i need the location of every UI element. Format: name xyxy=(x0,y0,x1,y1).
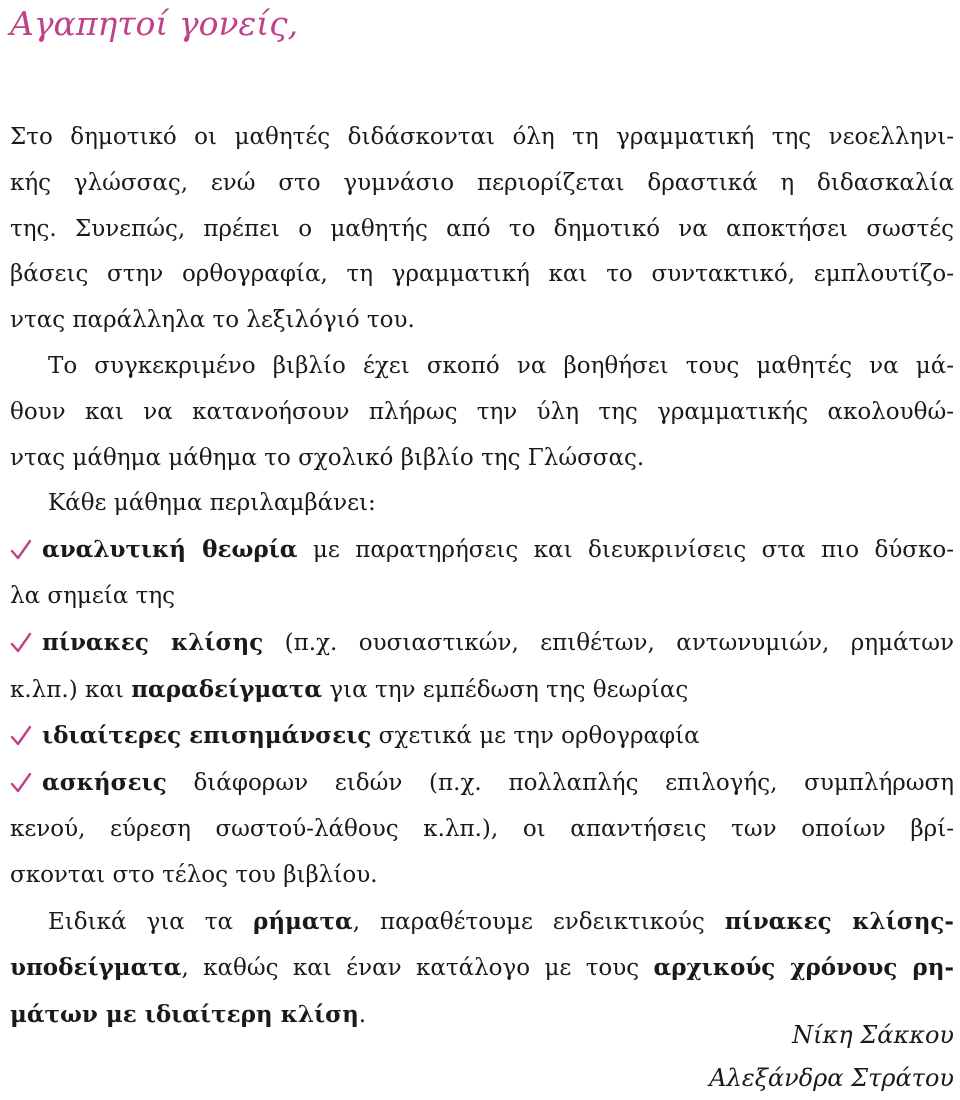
text-line: λα σημεία της xyxy=(10,582,176,609)
intro-paragraph xyxy=(10,115,954,344)
text-line xyxy=(10,899,954,946)
text-run: (π.χ. ουσιαστικών, επιθέτων, αντωνυμιών, ρημάτων xyxy=(263,629,954,656)
text-run: σχετικά με την ορθογραφία xyxy=(371,723,700,750)
bold-term: ρήματα xyxy=(253,907,353,935)
text-line xyxy=(10,667,954,714)
bold-term: υποδείγματα xyxy=(10,954,182,982)
text-run: . xyxy=(358,1002,367,1029)
text-line: βάσεις στην ορθογραφία, τη γραμματική και το συντακτικό, εμπλουτίζο- xyxy=(10,261,954,288)
check-icon xyxy=(10,760,36,806)
text-line: της. Συνεπώς, πρέπει ο μαθητής από το δημοτικό να αποκτήσει σωστές xyxy=(10,215,954,242)
text-run: διάφορων ειδών (π.χ. πολλαπλής επιλογής, συμπλήρωση xyxy=(166,770,954,797)
bold-term: μάτων με ιδιαίτερη κλίση xyxy=(10,1001,359,1029)
text-run: , καθώς και έναν κατάλογο με τους xyxy=(181,955,654,982)
includes-label: Κάθε μάθημα περιλαμβάνει: xyxy=(48,490,376,517)
text-line: κενού, εύρεση σωστού-λάθους κ.λπ.), οι απαντήσεις των οποίων βρί- xyxy=(10,815,954,842)
bold-term: πίνακες κλίσης xyxy=(42,628,264,656)
text-run: για την εμπέδωση της θεωρίας xyxy=(322,676,689,703)
text-line: ντας παράλληλα το λεξιλόγιό του. xyxy=(10,307,415,334)
text-line: Στο δημοτικό οι μαθητές διδάσκονται όλη τη γραμματική της νεοελληνι- xyxy=(10,124,954,150)
bold-term: αναλυτική θεωρία xyxy=(42,536,298,564)
check-icon xyxy=(10,527,36,573)
bold-term: πίνακες κλίσης- xyxy=(724,907,954,935)
text-line xyxy=(10,945,954,992)
text-line: σκονται στο τέλος του βιβλίου. xyxy=(10,861,378,888)
list-item-notes xyxy=(10,713,954,760)
text-line xyxy=(42,760,954,807)
text-line: Το συγκεκριμένο βιβλίο έχει σκοπό να βοηθήσει τους μαθητές να μά- xyxy=(48,352,954,379)
text-line: ντας μάθημα μάθημα το σχολικό βιβλίο της Γλώσσας. xyxy=(10,444,645,471)
bold-term: ιδιαίτερες επισημάνσεις xyxy=(42,722,372,750)
text-line: κής γλώσσας, ενώ στο γυμνάσιο περιορίζεται δραστικά η διδασκαλία xyxy=(10,169,954,196)
text-run: , παραθέτουμε ενδεικτικούς xyxy=(352,908,725,935)
author-name: Νίκη Σάκκου xyxy=(792,1021,954,1049)
text-line xyxy=(42,713,954,760)
includes-label-paragraph xyxy=(10,481,954,527)
check-icon xyxy=(10,713,36,759)
text-run: κ.λπ.) και xyxy=(10,676,132,703)
bold-term: αρχικούς χρόνους ρη- xyxy=(653,954,954,982)
text-line: θουν και να κατανοήσουν πλήρως την ύλη της γραμματικής ακολουθώ- xyxy=(10,398,954,425)
text-line xyxy=(42,527,954,574)
list-item-theory xyxy=(10,527,954,620)
text-line xyxy=(42,620,954,667)
text-run: με παρατηρήσεις και διευκρινίσεις στα πιο δύσκο- xyxy=(297,537,955,564)
greeting-title: Αγαπητοί γονείς, xyxy=(10,4,299,43)
check-icon xyxy=(10,620,36,666)
list-item-tables xyxy=(10,620,954,714)
author-name: Αλεξάνδρα Στράτου xyxy=(709,1064,954,1092)
preface-page xyxy=(10,0,954,1039)
bold-term: παραδείγματα xyxy=(131,675,323,703)
list-item-exercises xyxy=(10,760,954,898)
text-run: Ειδικά για τα xyxy=(48,908,254,935)
bold-term: ασκήσεις xyxy=(42,769,167,797)
purpose-paragraph xyxy=(10,344,954,481)
